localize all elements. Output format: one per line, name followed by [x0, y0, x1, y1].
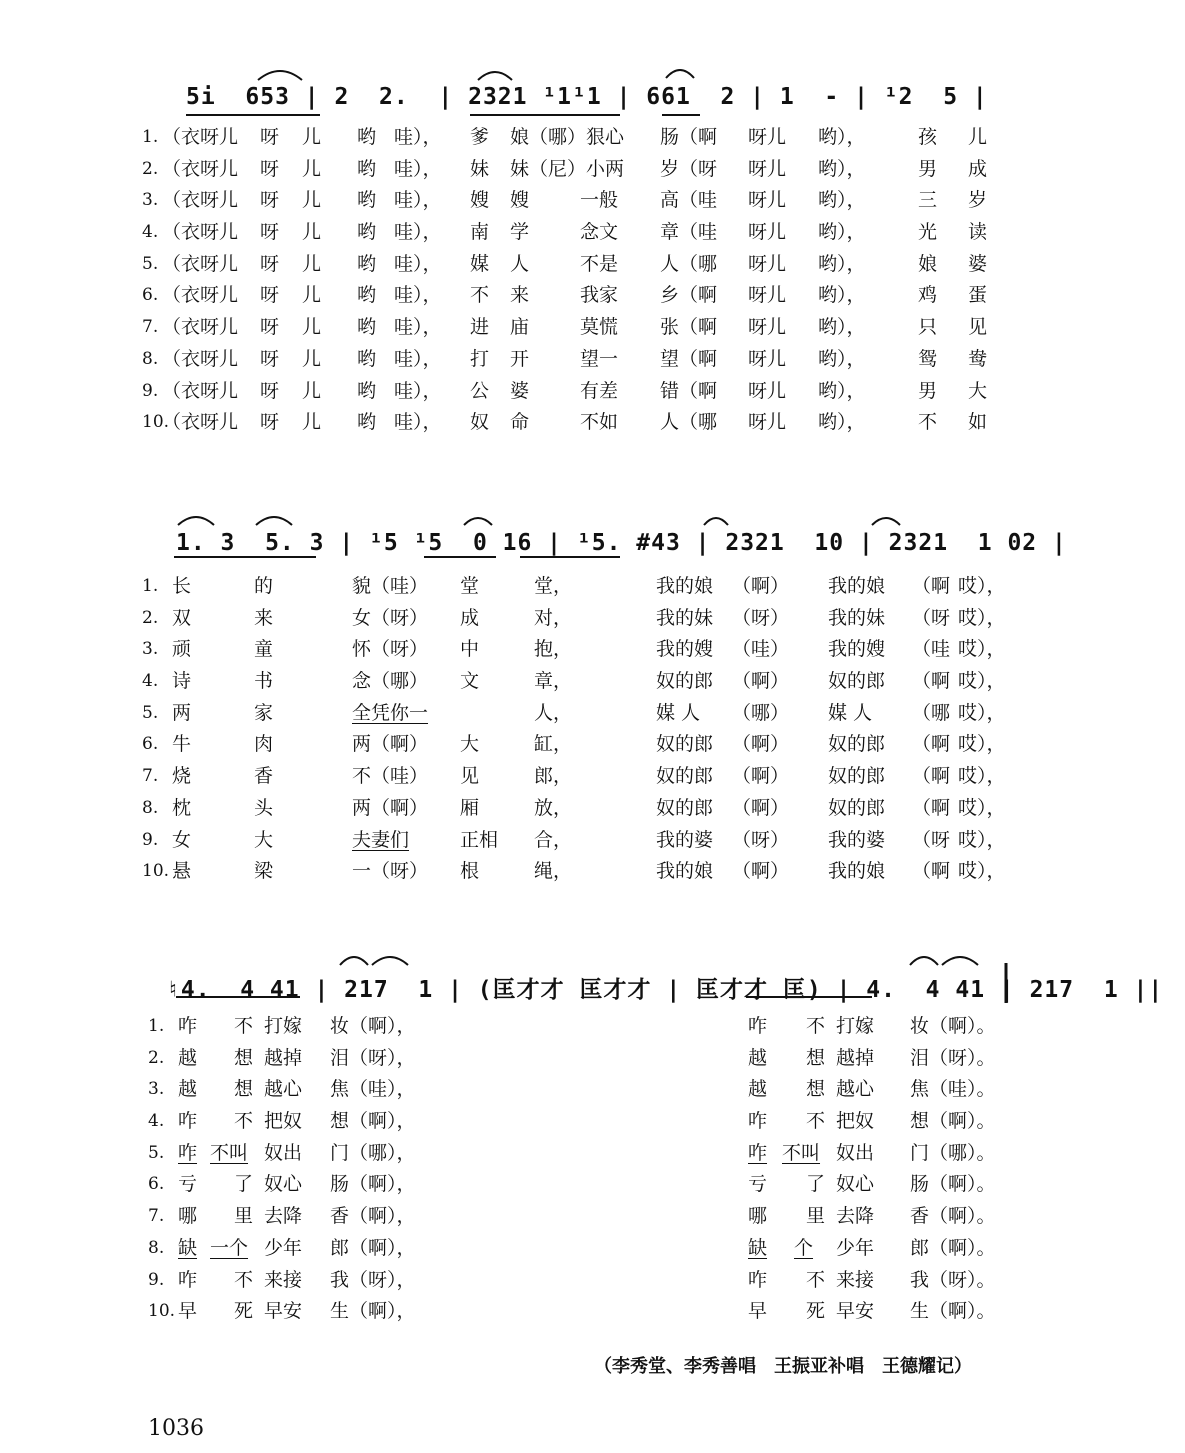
notation-line-2: 1. 3 5. 3 | ¹5 ¹5 0 16 | ¹5. #43 | 2321 10 | 2321 1 02 | — [176, 530, 1067, 556]
notation-line-3: ♮4. 4 41 | 217 1 | (匡才才 匡才才 | 匡才才 匡) | 4. 4 41 | 217 1 || — [166, 977, 1164, 1003]
performer-credit: （李秀堂、李秀善唱 王振亚补唱 王德耀记） — [594, 1356, 972, 1377]
slur-marks-3 — [0, 945, 1185, 1005]
slur-marks-1 — [0, 58, 1185, 118]
notation-line-1: 5i 653 | 2 2. | 2321 ¹1¹1 | 661 2 | 1 - | ¹2 5 | — [186, 84, 988, 110]
page-number: 1036 — [148, 1416, 204, 1441]
slur-marks-2 — [0, 505, 1185, 565]
